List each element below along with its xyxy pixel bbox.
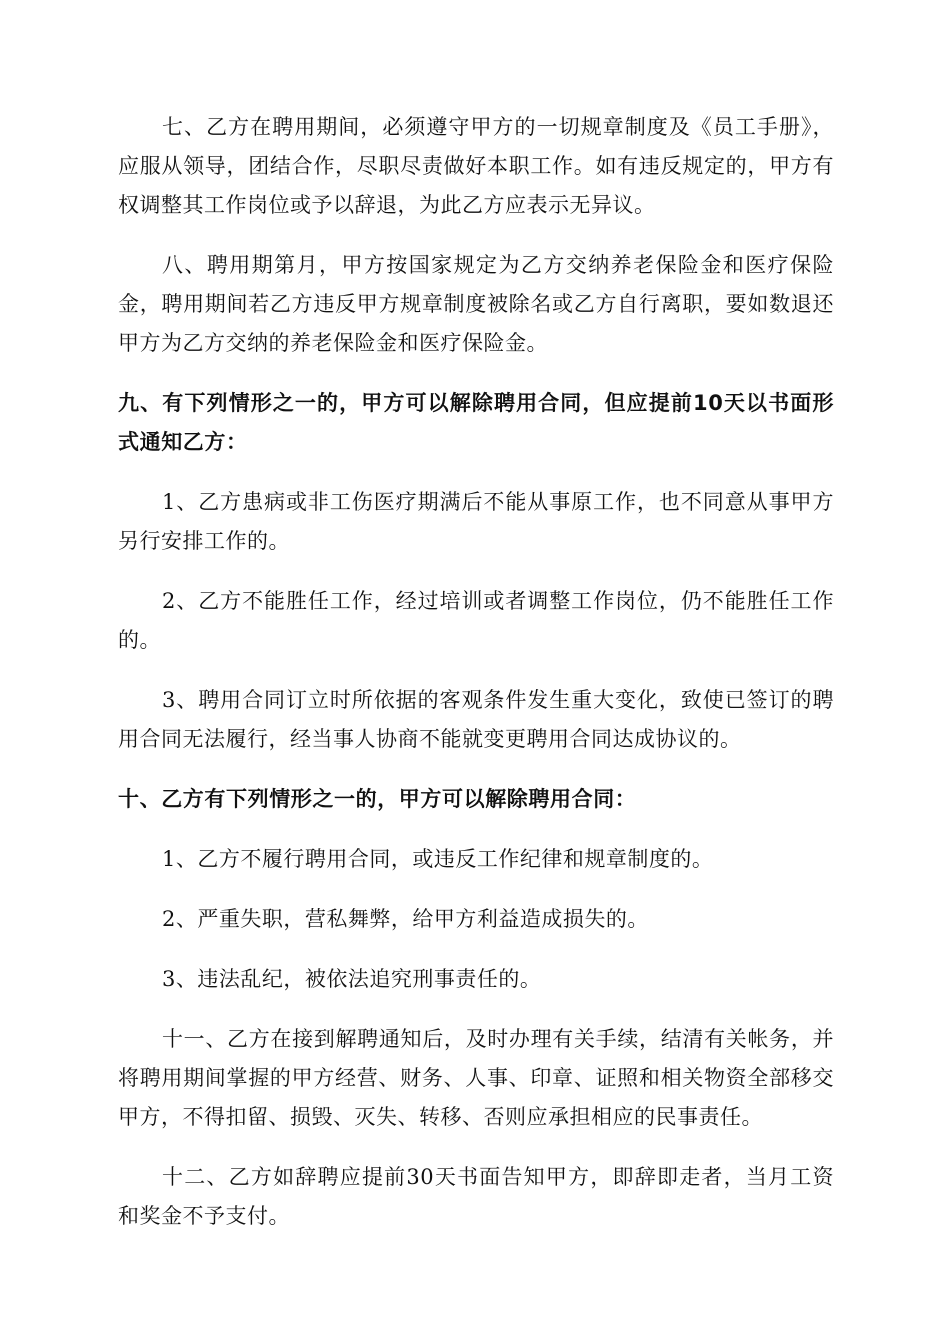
document-page — [118, 108, 834, 1257]
clause-10-item-3: 3、违法乱纪，被依法追究刑事责任的。 — [162, 967, 542, 991]
clause-9-item-3: 3、聘用合同订立时所依据的客观条件发生重大变化，致使已签订的聘用合同无法履行，经当事人协商不能就变更聘用合同达成协议的。 — [118, 688, 834, 751]
clause-8: 八、聘用期第月，甲方按国家规定为乙方交纳养老保险金和医疗保险金，聘用期间若乙方违反甲方规章制度被除名或乙方自行离职，要如数退还甲方为乙方交纳的养老保险金和医疗保险金。 — [118, 253, 834, 355]
clause-9-heading: 九、有下列情形之一的，甲方可以解除聘用合同，但应提前10天以书面形式通知乙方： — [118, 391, 834, 454]
clause-10-item-1: 1、乙方不履行聘用合同，或违反工作纪律和规章制度的。 — [162, 847, 714, 871]
clause-7: 七、乙方在聘用期间，必须遵守甲方的一切规章制度及《员工手册》，应服从领导，团结合作，尽职尽责做好本职工作。如有违反规定的，甲方有权调整其工作岗位或予以辞退，为此乙方应表示无异议。 — [118, 115, 834, 217]
clause-9-item-1: 1、乙方患病或非工伤医疗期满后不能从事原工作，也不同意从事甲方另行安排工作的。 — [118, 490, 834, 553]
clause-11: 十一、乙方在接到解聘通知后，及时办理有关手续，结清有关帐务，并将聘用期间掌握的甲方经营、财务、人事、印章、证照和相关物资全部移交甲方，不得扣留、损毁、灭失、转移、否则应承担相应的民事责任。 — [118, 1027, 834, 1129]
clause-10-item-2: 2、严重失职，营私舞弊，给甲方利益造成损失的。 — [162, 907, 649, 931]
clause-9-item-2: 2、乙方不能胜任工作，经过培训或者调整工作岗位，仍不能胜任工作的。 — [118, 589, 834, 652]
clause-10-heading: 十、乙方有下列情形之一的，甲方可以解除聘用合同： — [118, 787, 637, 811]
clause-12: 十二、乙方如辞聘应提前30天书面告知甲方，即辞即走者，当月工资和奖金不予支付。 — [118, 1165, 834, 1228]
